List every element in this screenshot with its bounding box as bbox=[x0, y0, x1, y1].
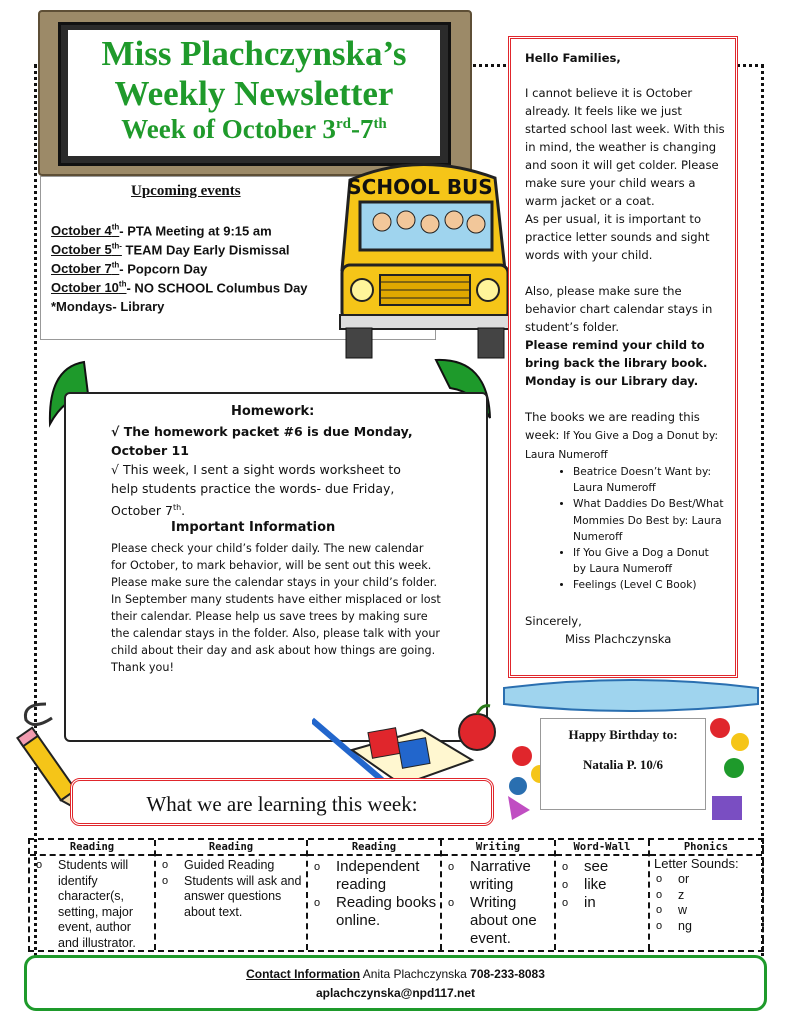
letter-paragraph: Also, please make sure the behavior chart calendar stays in student’s folder. bbox=[525, 284, 713, 334]
homework-item: √ This week, I sent a sight words worksheet to help students practice the words- due Friday, October 7th. bbox=[111, 462, 401, 519]
list-item: o Independent reading bbox=[308, 858, 440, 894]
bus-sign: SCHOOL BUS bbox=[347, 175, 493, 199]
column-writing bbox=[442, 840, 556, 950]
letter-closing: Sincerely, bbox=[525, 613, 582, 628]
list-item: o w bbox=[650, 903, 762, 919]
books-apple-illustration bbox=[312, 700, 502, 790]
list-item: o z bbox=[650, 888, 762, 904]
homework-heading: Homework: bbox=[231, 404, 315, 419]
contact-line bbox=[27, 967, 764, 981]
learning-banner bbox=[70, 778, 494, 826]
column-header: Word-Wall bbox=[556, 840, 648, 856]
column-reading-2 bbox=[156, 840, 308, 950]
column-header: Reading bbox=[308, 840, 440, 856]
contact-email[interactable]: aplachczynska@npd117.net bbox=[315, 986, 476, 1000]
events-heading: Upcoming events bbox=[131, 183, 241, 199]
learning-banner-text: What we are learning this week: bbox=[146, 792, 418, 816]
book-item: • If You Give a Dog a Donut by Laura Numeroff bbox=[573, 545, 725, 577]
learning-table bbox=[28, 838, 764, 952]
contact-box bbox=[24, 955, 767, 1011]
column-header: Reading bbox=[30, 840, 154, 856]
list-item: o Students will identify character(s, setting, major event, author and illustrator. bbox=[30, 858, 154, 951]
books-intro: The books we are reading this week: If You Give a Dog a Donut by: Laura Numeroff bbox=[525, 410, 719, 461]
column-phonics bbox=[650, 840, 762, 950]
list-item: o like bbox=[556, 876, 648, 894]
contact-phone[interactable]: 708-233-8083 bbox=[470, 967, 545, 981]
homework-scroll bbox=[64, 392, 488, 742]
title-panel bbox=[68, 30, 440, 156]
event-item: October 7th- Popcorn Day bbox=[51, 261, 208, 277]
book-item: • Feelings (Level C Book) bbox=[573, 577, 725, 593]
column-header: Phonics bbox=[650, 840, 762, 856]
week-range: Week of October 3rd-7th bbox=[121, 114, 387, 144]
book-list bbox=[525, 464, 725, 594]
phonics-lead: Letter Sounds: bbox=[654, 856, 739, 871]
list-item: o Students will ask and answer questions about text. bbox=[156, 874, 306, 921]
school-bus-illustration bbox=[320, 150, 520, 360]
birthday-heading: Happy Birthday to: bbox=[568, 727, 678, 742]
list-item: o Narrative writing bbox=[442, 858, 554, 894]
column-header: Reading bbox=[156, 840, 306, 856]
letter-box bbox=[508, 36, 738, 678]
newsletter-subtitle: Weekly Newsletter bbox=[114, 74, 394, 113]
letter-greeting: Hello Families, bbox=[525, 51, 621, 65]
event-item: October 4th- PTA Meeting at 9:15 am bbox=[51, 223, 272, 239]
book-item: • Beatrice Doesn’t Want by: Laura Numeroff bbox=[573, 464, 725, 496]
list-item: o Writing about one event. bbox=[442, 894, 554, 948]
column-reading-3 bbox=[308, 840, 442, 950]
list-item: o ng bbox=[650, 919, 762, 935]
list-item: o Guided Reading bbox=[156, 858, 306, 874]
contact-label: Contact Information bbox=[246, 967, 361, 981]
letter-paragraph: I cannot believe it is October already. It feels like we just started school last week. With this in mind, the weather is changing and soon it will get colder. Please make sure your child wears a warm jacket or a coat. bbox=[525, 86, 725, 208]
contact-name: Anita Plachczynska bbox=[360, 967, 471, 981]
column-reading-1 bbox=[30, 840, 156, 950]
letter-paragraph: As per usual, it is important to practice letter sounds and sight words with your child. bbox=[525, 212, 710, 262]
event-extra: *Mondays- Library bbox=[51, 299, 165, 314]
event-item: October $5^{th-}$ TEAM Day Early Dismissal bbox=[51, 242, 290, 258]
column-header: Writing bbox=[442, 840, 554, 856]
list-item: o Reading books online. bbox=[308, 894, 440, 930]
newsletter-title: Miss Plachczynska’s bbox=[101, 34, 407, 73]
birthday-name: Natalia P. 10/6 bbox=[582, 757, 664, 772]
book-item: • What Daddies Do Best/What Mommies Do Best by: Laura Numeroff bbox=[573, 496, 725, 545]
list-item: o or bbox=[650, 872, 762, 888]
homework-item: √ The homework packet #6 is due Monday, October 11 bbox=[111, 424, 413, 458]
column-word-wall bbox=[556, 840, 650, 950]
event-item: October 10th- NO SCHOOL Columbus Day bbox=[51, 280, 308, 296]
important-heading: Important Information bbox=[171, 520, 336, 535]
important-text: Please check your child’s folder daily. The new calendar for October, to mark behavior, will be sent out this week. Please make sure the calendar stays in your child’s folder. In September many students have either misplaced or lost their calendar. Please help us save trees by making sure the calendar stays in the folder. Also, please talk with your child about their day and ask about how things are going. Thank you! bbox=[111, 542, 441, 674]
birthday-card bbox=[540, 718, 706, 810]
letter-signature: Miss Plachczynska bbox=[565, 631, 672, 646]
list-item: o see bbox=[556, 858, 648, 876]
library-reminder: Please remind your child to bring back the library book. Monday is our Library day. bbox=[525, 338, 708, 388]
list-item: o in bbox=[556, 894, 648, 912]
